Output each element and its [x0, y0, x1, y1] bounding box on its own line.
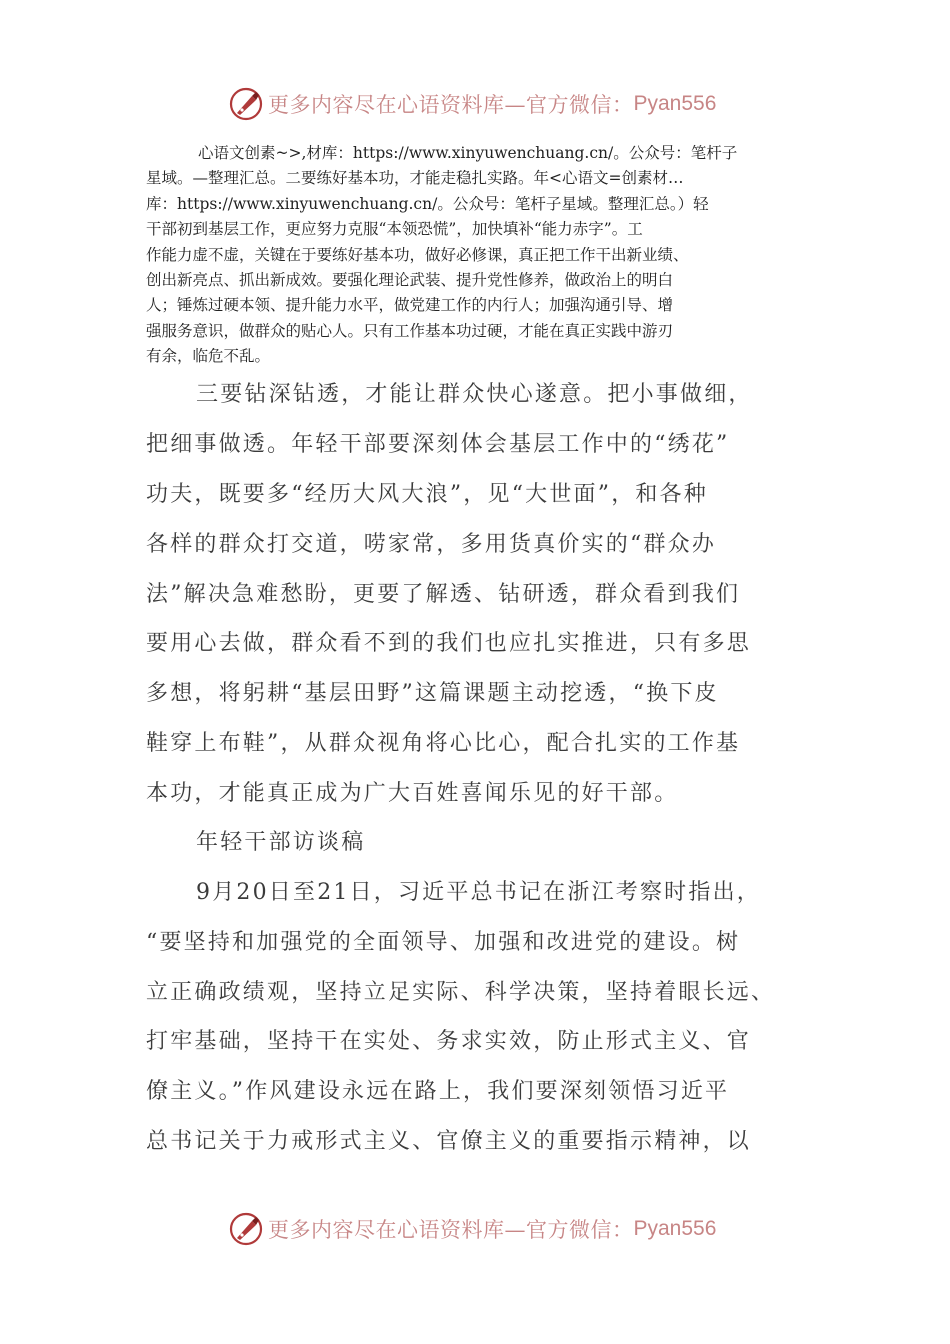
paragraph-line: 打牢基础，坚持干在实处、务求实效，防止形式主义、官 [146, 1029, 752, 1054]
intro-line: 强服务意识，做群众的贴心人。只有工作基本功过硬，才能在真正实践中游刃 [146, 321, 674, 340]
paragraph-line: 9月20日至21日，习近平总书记在浙江考察时指出， [196, 880, 761, 905]
paragraph-line: 多想，将躬耕“基层田野”这篇课题主动挖透，“换下皮 [146, 681, 719, 706]
header-banner [228, 84, 716, 124]
wechat-handle: Pyan556 [633, 92, 717, 115]
banner-text: 更多内容尽在心语资料库—官方微信： [268, 93, 634, 117]
paragraph-line: 僚主义。”作风建设永远在路上，我们要深刻领悟习近平 [146, 1079, 730, 1104]
intro-line: 创出新亮点、抓出新成效。要强化理论武装、提升党性修养，做政治上的明白 [146, 270, 674, 289]
paragraph-line: 法”解决急难愁盼，更要了解透、钻研透，群众看到我们 [146, 582, 741, 607]
intro-line: 人；锤炼过硬本领、提升能力水平，做党建工作的内行人；加强沟通引导、增 [146, 296, 674, 315]
footer-banner [228, 1209, 716, 1249]
paragraph-line: 三要钻深钻透，才能让群众快心遂意。把小事做细， [196, 382, 753, 407]
paragraph-line: “要坚持和加强党的全面领导、加强和改进党的建设。树 [146, 930, 741, 955]
paragraph-line: 把细事做透。年轻干部要深刻体会基层工作中的“绣花” [146, 432, 730, 457]
intro-line: 库：https://www.xinyuwenchuang.cn/。公众号：笔杆子星域。整理汇总。）轻 [146, 194, 709, 213]
paragraph-line: 要用心去做，群众看不到的我们也应扎实推进，只有多思 [146, 631, 752, 656]
pen-nib-logo-icon [228, 86, 264, 122]
wechat-handle: Pyan556 [633, 1217, 717, 1240]
intro-block [146, 141, 806, 370]
intro-line: 作能力虚不虚，关键在于要练好基本功，做好必修课，真正把工作干出新业绩、 [146, 245, 689, 264]
intro-line: 心语文创素~>,材库：https://www.xinyuwenchuang.cn/。公众号：笔杆子 [198, 144, 738, 162]
intro-line: 干部初到基层工作，更应努力克服“本领恐慌”，加快填补“能力赤字”。工 [146, 220, 643, 239]
paragraph-line: 功夫，既要多“经历大风大浪”，见“大世面”，和各种 [146, 482, 708, 507]
paragraph-line: 总书记关于力戒形式主义、官僚主义的重要指示精神，以 [146, 1129, 752, 1154]
intro-line: 星域。—整理汇总。二要练好基本功，才能走稳扎实路。年<心语文=创素材… [146, 169, 684, 188]
banner-text: 更多内容尽在心语资料库—官方微信： [268, 1218, 634, 1242]
pen-nib-logo-icon [228, 1211, 264, 1247]
paragraph-line: 立正确政绩观，坚持立足实际、科学决策，坚持着眼长远、 [146, 980, 776, 1005]
paragraph-line: 本功，才能真正成为广大百姓喜闻乐见的好干部。 [146, 781, 679, 806]
section-title: 年轻干部访谈稿 [196, 830, 366, 855]
paragraph-line: 各样的群众打交道，唠家常，多用货真价实的“群众办 [146, 532, 717, 557]
paragraph-line: 鞋穿上布鞋”，从群众视角将心比心，配合扎实的工作基 [146, 731, 741, 756]
intro-line: 有余，临危不乱。 [146, 347, 271, 366]
